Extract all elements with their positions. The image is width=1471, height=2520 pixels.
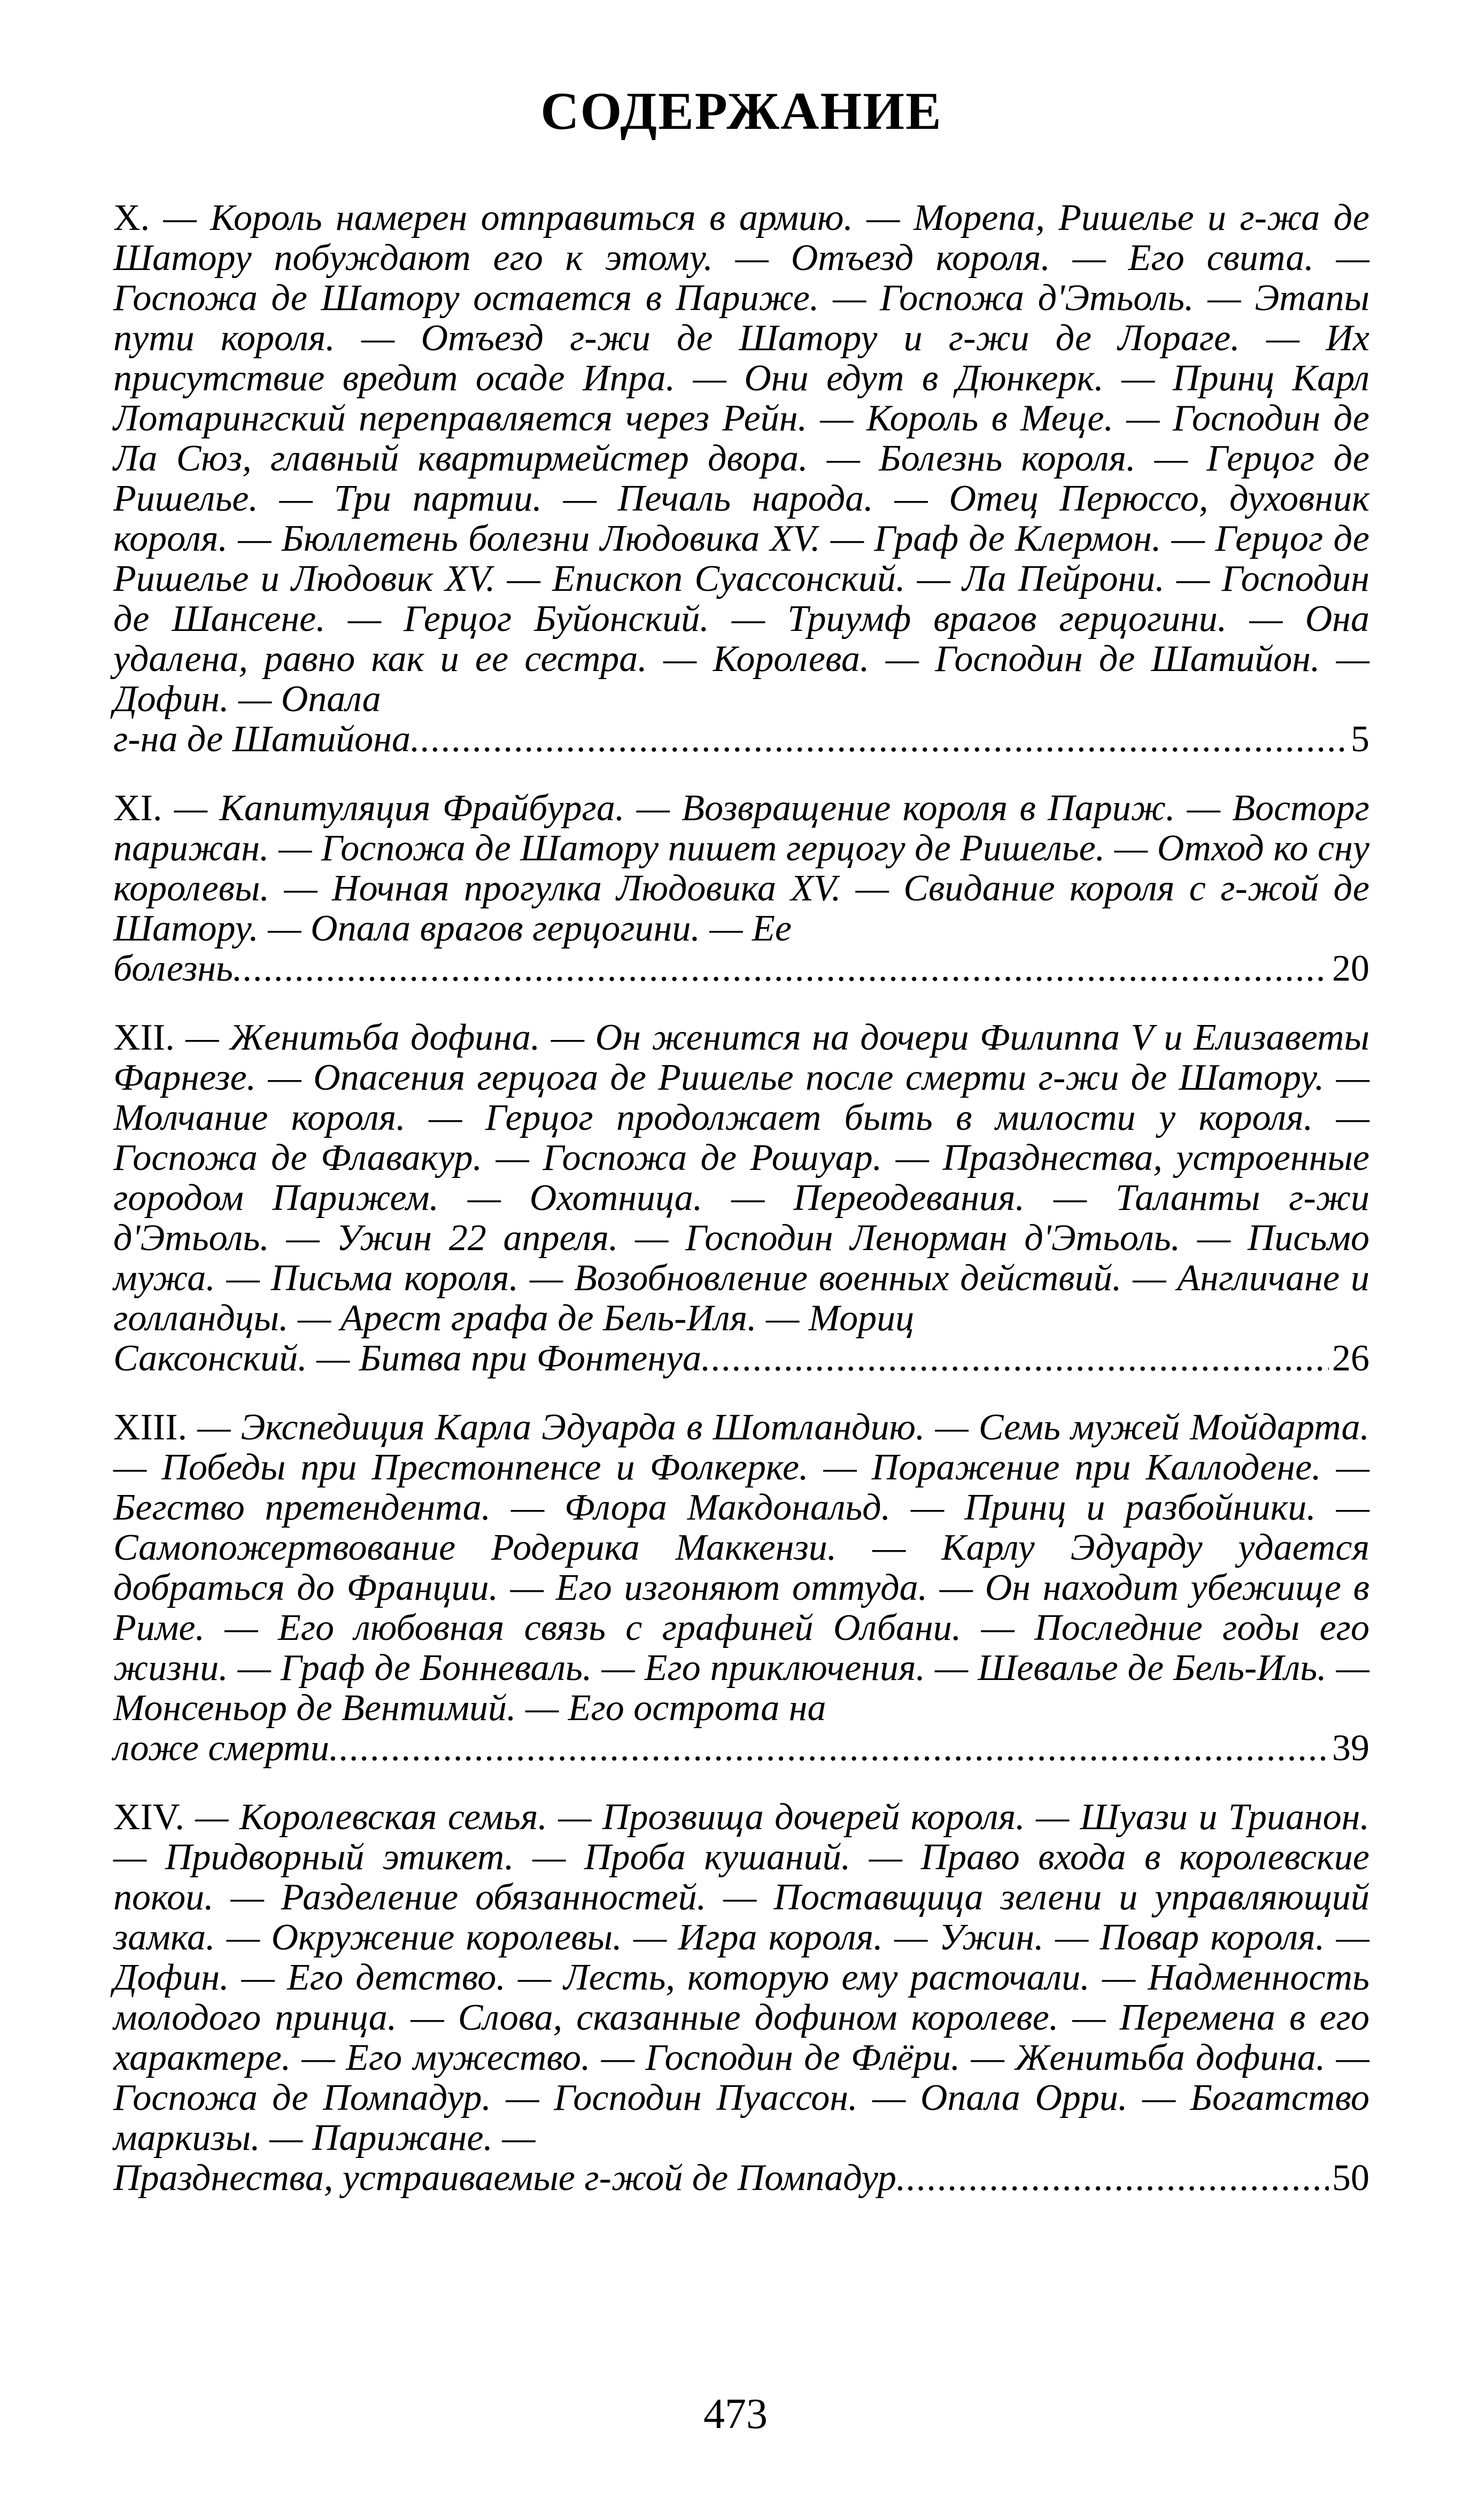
toc-entry-lastline bbox=[113, 949, 1369, 989]
page-number: 473 bbox=[703, 2391, 768, 2438]
chapter-page-number[interactable]: 50 bbox=[1332, 2157, 1369, 2199]
chapter-summary: — Королевская семья. — Прозвища дочерей короля. — Шуази и Трианон. — Придворный этикет. — Проба кушаний. — Право входа в королевские покои. — Разделение обязанностей. — Поставщица зелени и управляющий замка. — Окружение королевы. — Игра короля. — Ужин. — Повар короля. — Дофин. — Его детство. — Лесть, которую ему расточали. — Надменность молодого принца. — Слова, сказанные дофином королеве. — Перемена в его характере. — Его мужество. — Господин де Флёри. — Женитьба дофина. — Госпожа де Помпадур. — Господин Пуассон. — Опала Орри. — Богатство маркизы. — Парижане. — bbox=[113, 1797, 1369, 2159]
toc-entry-body bbox=[113, 1018, 1369, 1338]
dot-leader bbox=[338, 1728, 1329, 1768]
chapter-summary: — Экспедиция Карла Эдуарда в Шотландию. — Семь мужей Мойдарта. — Победы при Престонпенсе и Фолкерке. — Поражение при Каллодене. — Бегство претендента. — Флора Макдональд. — Принц и разбойники. — Самопожертвование Родерика Маккензи. — Карлу Эдуарду удается добраться до Франции. — Его изгоняют оттуда. — Он находит убежище в Риме. — Его любовная связь с графиней Олбани. — Последние годы его жизни. — Граф де Бонневаль. — Его приключения. — Шевалье де Бель-Иль. — Монсеньор де Вентимий. — Его острота на bbox=[113, 1407, 1369, 1729]
chapter-page-number[interactable]: 5 bbox=[1351, 719, 1369, 760]
toc-entry-lastline bbox=[113, 1728, 1369, 1768]
toc-entry-body bbox=[113, 1407, 1369, 1728]
chapter-page-number[interactable]: 26 bbox=[1332, 1338, 1369, 1379]
chapter-summary: — Капитуляция Фрайбурга. — Возвращение короля в Париж. — Восторг парижан. — Госпожа де Шатору пишет герцогу де Ришелье. — Отход ко сну королевы. — Ночная прогулка Людовика XV. — Свидание короля с г-жой де Шатору. — Опала врагов герцогини. — Ее bbox=[113, 788, 1369, 949]
toc-entry-lastline bbox=[113, 2158, 1369, 2198]
chapter-number: XII. bbox=[113, 1017, 175, 1058]
toc-entry-lastline bbox=[113, 1338, 1369, 1378]
chapter-summary: — Женитьба дофина. — Он женится на дочери Филиппа V и Елизаветы Фарнезе. — Опасения герцога де Ришелье после смерти г-жи де Шатору. — Молчание короля. — Герцог продолжает быть в милости у короля. — Госпожа де Флавакур. — Госпожа де Рошуар. — Празднества, устроенные городом Парижем. — Охотница. — Переодевания. — Таланты г-жи д'Этьоль. — Ужин 22 апреля. — Господин Ленорман д'Этьоль. — Письмо мужа. — Письма короля. — Возобновление военных действий. — Англичане и голландцы. — Арест графа де Бель-Иля. — Мориц bbox=[113, 1017, 1369, 1339]
contents-heading: СОДЕРЖАНИЕ bbox=[540, 81, 942, 141]
contents-page bbox=[113, 80, 1369, 2227]
chapter-number: XI. bbox=[113, 788, 162, 829]
dot-leader bbox=[420, 719, 1348, 759]
contents-list bbox=[113, 198, 1369, 2198]
chapter-number: XIV. bbox=[113, 1797, 184, 1838]
chapter-summary-tail: ложе смерти. bbox=[113, 1728, 339, 1769]
chapter-summary-tail: болезнь. bbox=[113, 948, 243, 989]
toc-entry-body bbox=[113, 1797, 1369, 2158]
dot-leader bbox=[905, 2158, 1329, 2198]
toc-entry bbox=[113, 1797, 1369, 2198]
toc-entry bbox=[113, 198, 1369, 759]
toc-entry-lastline bbox=[113, 719, 1369, 759]
chapter-summary-tail: Празднества, устраиваемые г-жой де Помпадур. bbox=[113, 2157, 906, 2199]
toc-entry bbox=[113, 1407, 1369, 1768]
toc-entry bbox=[113, 788, 1369, 989]
toc-entry-body bbox=[113, 788, 1369, 949]
chapter-page-number[interactable]: 20 bbox=[1332, 948, 1369, 989]
chapter-summary-tail: г-на де Шатийона. bbox=[113, 719, 420, 760]
dot-leader bbox=[711, 1338, 1329, 1378]
toc-entry-body bbox=[113, 198, 1369, 719]
chapter-page-number[interactable]: 39 bbox=[1332, 1728, 1369, 1769]
chapter-number: XIII. bbox=[113, 1407, 187, 1448]
chapter-summary: — Король намерен отправиться в армию. — Морепа, Ришелье и г-жа де Шатору побуждают его к этому. — Отъезд короля. — Его свита. — Госпожа де Шатору остается в Париже. — Госпожа д'Этьоль. — Этапы пути короля. — Отъезд г-жи де Шатору и г-жи де Лораге. — Их присутствие вредит осаде Ипра. — Они едут в Дюнкерк. — Принц Карл Лотарингский переправляется через Рейн. — Король в Меце. — Господин де Ла Сюз, главный квартирмейстер двора. — Болезнь короля. — Герцог де Ришелье. — Три партии. — Печаль народа. — Отец Перюссо, духовник короля. — Бюллетень болезни Людовика XV. — Граф де Клермон. — Герцог де Ришелье и Людовик XV. — Епископ Суассонский. — Ла Пейрони. — Господин де Шансене. — Герцог Буйонский. — Триумф врагов герцогини. — Она удалена, равно как и ее сестра. — Королева. — Господин де Шатийон. — Дофин. — Опала bbox=[113, 197, 1369, 720]
chapter-summary-tail: Саксонский. — Битва при Фонтенуа. bbox=[113, 1338, 711, 1379]
dot-leader bbox=[242, 949, 1329, 989]
chapter-number: X. bbox=[113, 197, 150, 238]
toc-entry bbox=[113, 1018, 1369, 1378]
